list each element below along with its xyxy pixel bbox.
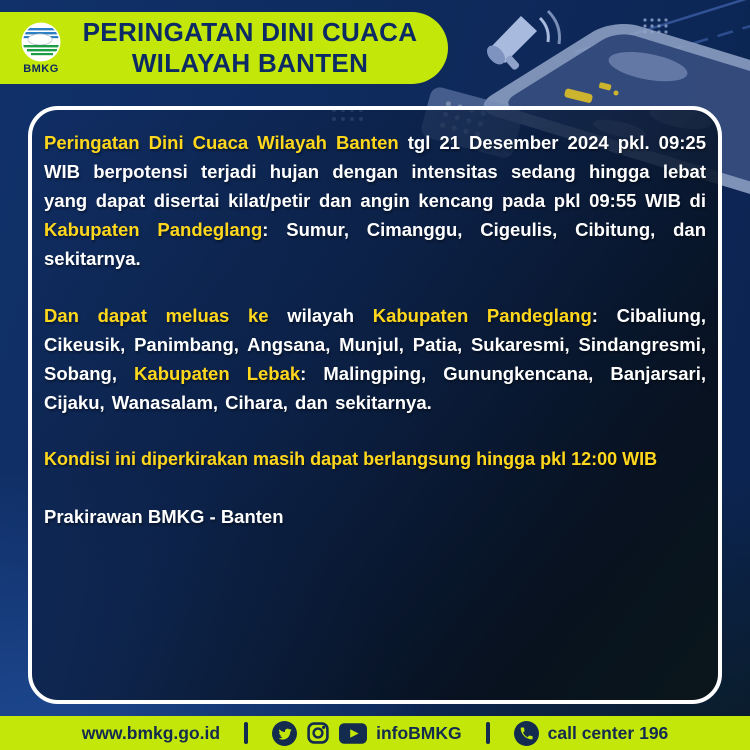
page-title [72,17,448,79]
footer-divider [244,722,248,744]
alert-paragraph-initial: Peringatan Dini Cuaca Wilayah Banten tgl 21 Desember 2024 pkl. 09:25 WIB berpotensi terjadi hujan dengan intensitas sedang hingga lebat yang dapat disertai kilat/petir dan angin kencang pada pkl 09:55 WIB di Kabupaten Pandeglang: Sumur, Cimanggu, Cigeulis, Cibitung, dan sekitarnya. [44,132,707,269]
title-line-2: WILAYAH BANTEN [131,48,369,78]
title-line-1: PERINGATAN DINI CUACA [82,17,418,47]
youtube-icon[interactable] [339,723,367,744]
twitter-icon[interactable] [272,721,297,746]
website-link[interactable]: www.bmkg.go.id [81,722,221,743]
bmkg-logo-label: BMKG [23,62,59,75]
header-banner [0,12,448,84]
alert-paragraph-expansion: Dan dapat meluas ke wilayah Kabupaten Pandeglang: Cibaliung, Cikeusik, Panimbang, Angsana, Munjul, Patia, Sukaresmi, Sindangresmi, Sobang, Kabupaten Lebak: Malingping, Gunungkencana, Banjarsari, Cijaku, Wanasalam, Cihara, dan sekitarnya. [44,305,707,413]
bmkg-logo-icon [21,22,61,62]
alert-panel [28,106,722,704]
bmkg-logo [10,22,72,75]
social-links [272,721,462,746]
footer-divider [486,722,490,744]
footer-bar [0,716,750,750]
instagram-icon[interactable] [306,721,330,745]
call-center-label: call center 196 [547,722,669,743]
social-handle: infoBMKG [376,722,462,743]
call-center [514,721,669,746]
phone-icon [514,721,539,746]
alert-duration-line: Kondisi ini diperkirakan masih dapat berlangsung hingga pkl 12:00 WIB [44,449,658,469]
forecaster-signature: Prakirawan BMKG - Banten [44,506,284,527]
